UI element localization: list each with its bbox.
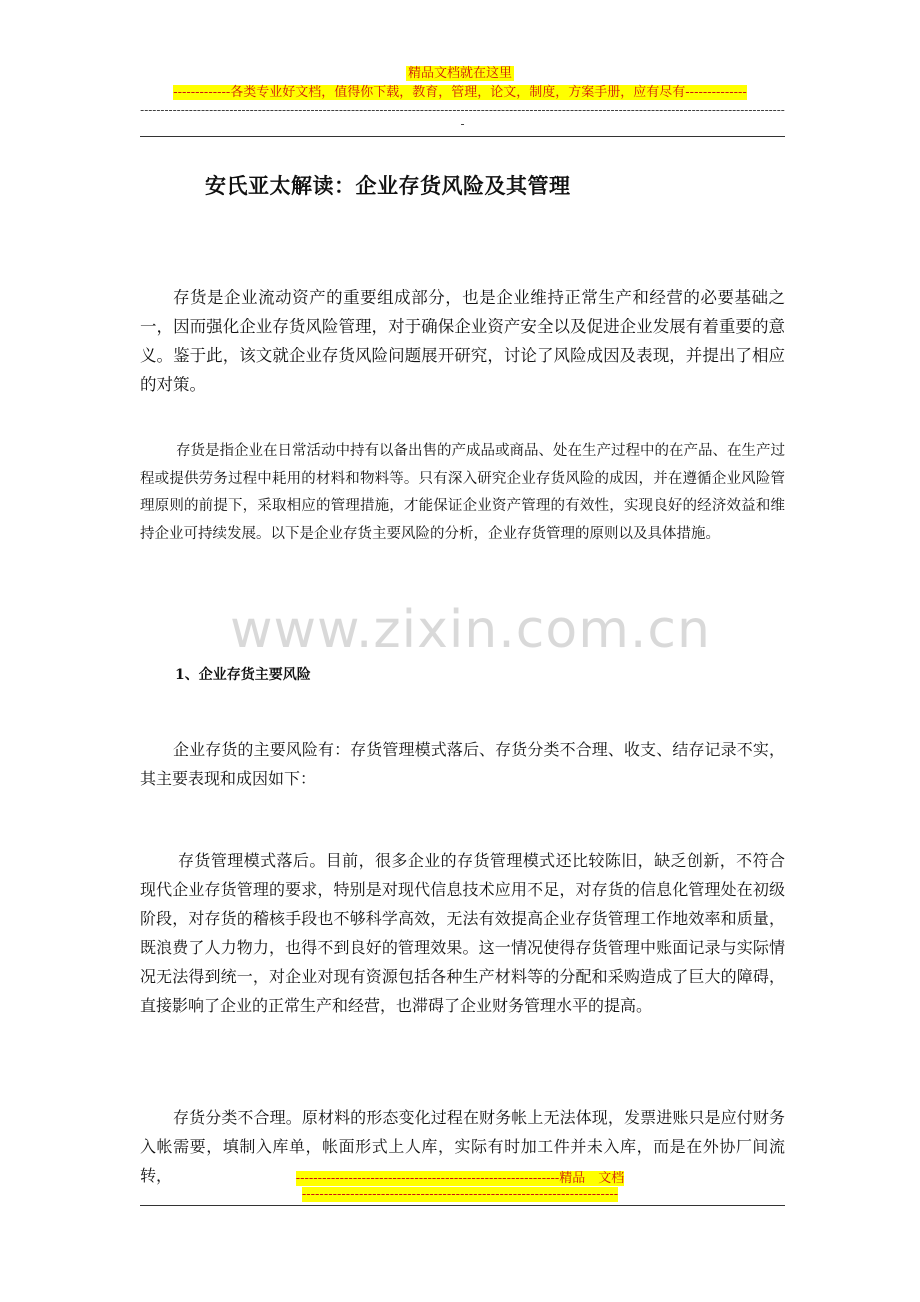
paragraph-classification: 存货分类不合理。原材料的形态变化过程在财务帐上无法体现，发票进账只是应付财务入帐需要，填制入库单，帐面形式上人库，实际有时加工件并未入库，而是在外协厂间流转， — [140, 1108, 785, 1185]
footer-rule — [140, 1205, 785, 1206]
footer-line-1: ------------------------------------------------------------精品 文档 — [295, 1171, 625, 1186]
header-subtitle-text: -------------各类专业好文档，值得你下载，教育，管理，论文，制度，方案手册，应有尽有-------------- — [173, 85, 747, 100]
paragraph-intro: 存货是企业流动资产的重要组成部分，也是企业维持正常生产和经营的必要基础之一，因而强化企业存货风险管理，对于确保企业资产安全以及促进企业发展有着重要的意义。鉴于此，该文就企业存货风险问题展开研究，讨论了风险成因及表现，并提出了相应的对策。 — [140, 288, 785, 394]
paragraph-definition: 存货是指企业在日常活动中持有以备出售的产成品或商品、处在生产过程中的在产品、在生产过程或提供劳务过程中耗用的材料和物料等。只有深入研究企业存货风险的成因，并在遵循企业风险管理原则的前提下，采取相应的管理措施，才能保证企业资产管理的有效性，实现良好的经济效益和维持企业可持续发展。以下是企业存货主要风险的分析，企业存货管理的原则以及具体措施。 — [140, 443, 785, 542]
paragraph-outdated-model: 存货管理模式落后。目前，很多企业的存货管理模式还比较陈旧，缺乏创新，不符合现代企业存货管理的要求，特别是对现代信息技术应用不足，对存货的信息化管理处在初级阶段，对存货的稽核手段也不够科学高效，无法有效提高企业存货管理工作地效率和质量，既浪费了人力物力，也得不到良好的管理效果。这一情况使得存货管理中账面记录与实际情况无法得到统一，对企业对现有资源包括各种生产材料等的分配和采购造成了巨大的障碍，直接影响了企业的正常生产和经营，也滞碍了企业财务管理水平的提高。 — [140, 851, 785, 1015]
header-title-text: 精品文档就在这里 — [407, 66, 512, 81]
paragraph-main-risks: 企业存货的主要风险有：存货管理模式落后、存货分类不合理、收支、结存记录不实，其主要表现和成因如下： — [140, 740, 785, 788]
footer-line-2: ------------------------------------------------------------------------ — [301, 1187, 619, 1202]
footer-banner — [0, 1171, 920, 1187]
header-banner-title — [0, 66, 920, 82]
header-banner-subtitle — [0, 85, 920, 101]
header-dash-line: ---------------------------------------------------------------------------------------------------------------------------------------------------------------- — [140, 103, 785, 131]
section-heading-1: 1、企业存货主要风险 — [175, 667, 311, 683]
document-title: 安氏亚太解读：企业存货风险及其管理 — [205, 174, 571, 198]
footer-banner-2 — [0, 1187, 920, 1203]
watermark-text: www.zixin.com.cn — [230, 600, 711, 660]
header-rule — [140, 136, 785, 137]
